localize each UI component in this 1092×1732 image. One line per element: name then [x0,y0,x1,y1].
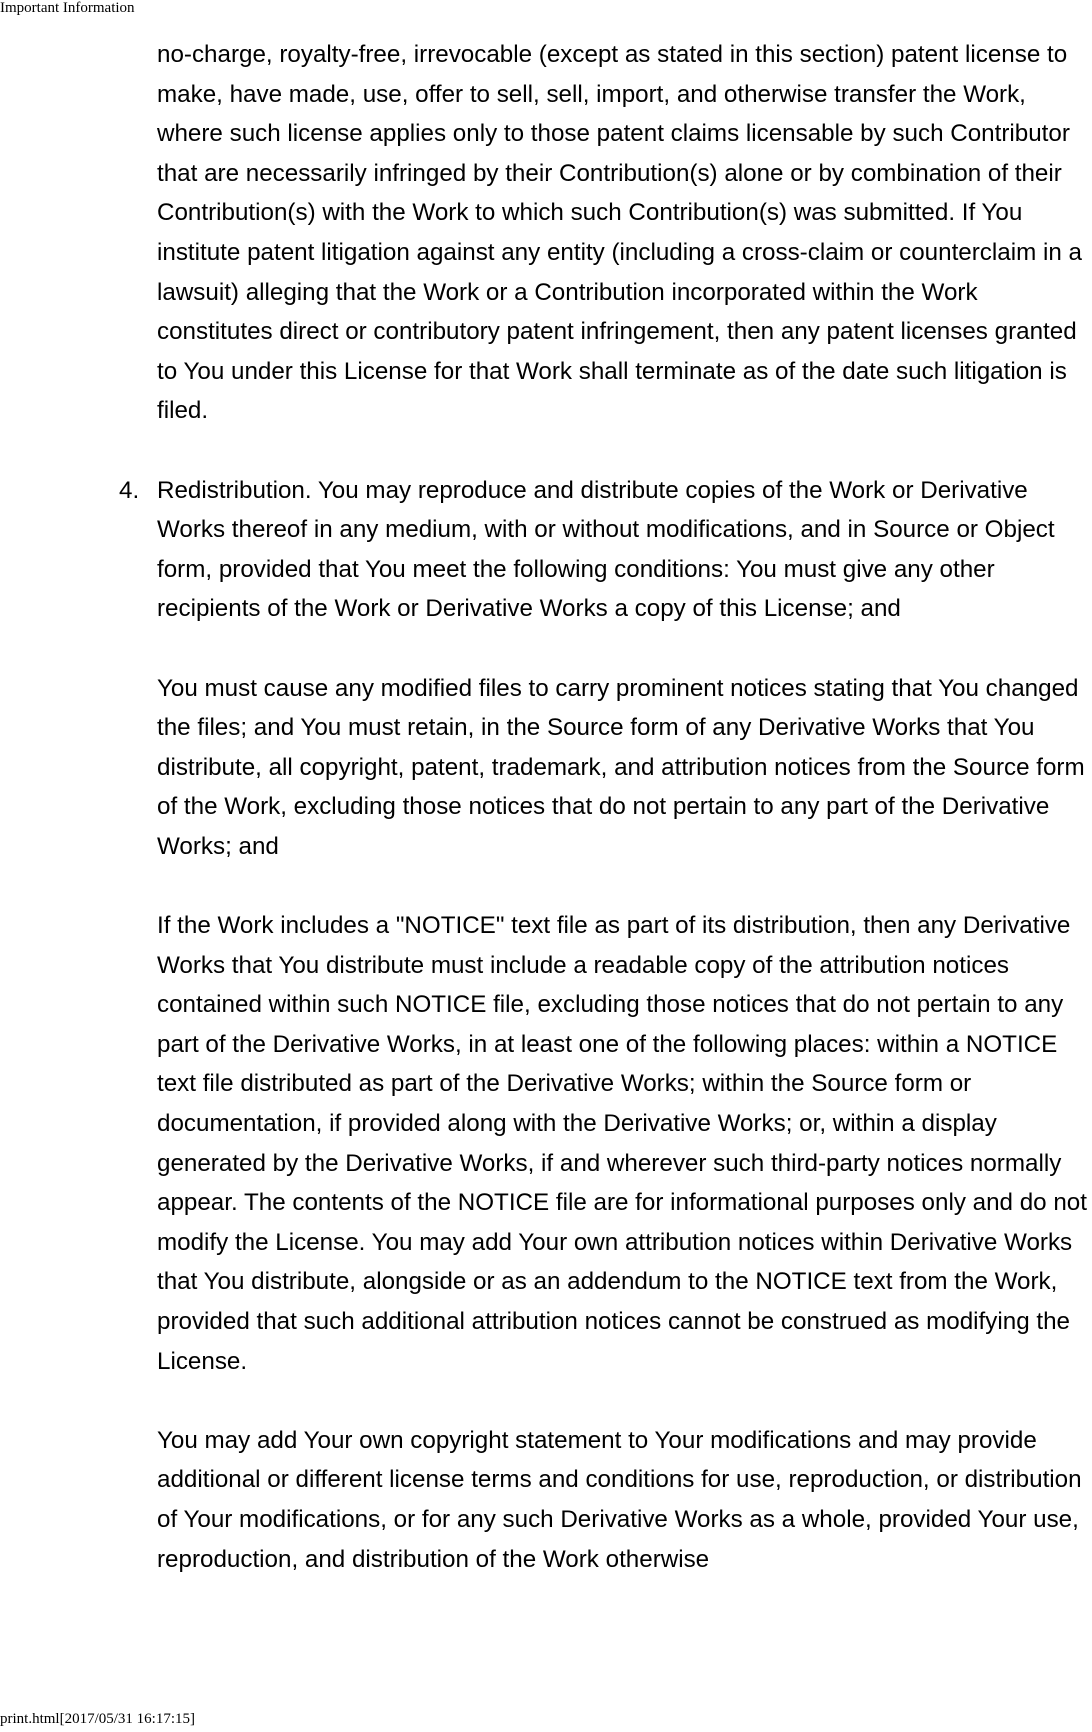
patent-license-continuation: no-charge, royalty-free, irrevocable (except as stated in this section) patent license to make, have made, use, offer to sell, sell, import, and otherwise transfer the Work, where such license applies only to those patent claims licensable by such Contributor that are necessarily infringed by their Contribution(s) alone or by combination of their Contribution(s) with the Work to which such Contribution(s) was submitted. If You institute patent litigation against any entity (including a cross-claim or counterclaim in a lawsuit) alleging that the Work or a Contribution incorporated within the Work constitutes direct or contributory patent infringement, then any patent licenses granted to You under this License for that Work shall terminate as of the date such litigation is filed. [157,41,1082,425]
page-footer: print.html[2017/05/31 16:17:15] [0,1711,195,1727]
page-header: Important Information [0,0,135,16]
section-redistribution [119,471,1092,1580]
section-number: 4. [119,476,140,504]
redistribution-intro: Redistribution. You may reproduce and distribute copies of the Work or Derivative Works thereof in any medium, with or without modifications, and in Source or Object form, provided that You meet the following conditions: You must give any other recipients of the Work or Derivative Works a copy of this License; and [157,476,1055,623]
license-text [119,35,1092,1579]
notice-file-condition: If the Work includes a "NOTICE" text file as part of its distribution, then any Derivative Works that You distribute must include a readable copy of the attribution notices contained within such NOTICE file, excluding those notices that do not pertain to any part of the Derivative Works, in at least one of the following places: within a NOTICE text file distributed as part of the Derivative Works; within the Source form or documentation, if provided along with the Derivative Works; or, within a display generated by the Derivative Works, if and wherever such third-party notices normally appear. The contents of the NOTICE file are for informational purposes only and do not modify the License. You may add Your own attribution notices within Derivative Works that You distribute, alongside or as an addendum to the NOTICE text from the Work, provided that such additional attribution notices cannot be construed as modifying the License. [157,912,1087,1375]
copyright-statement-paragraph: You may add Your own copyright statement to Your modifications and may provide additional or different license terms and conditions for use, reproduction, or distribution of Your modifications, or for any such Derivative Works as a whole, provided Your use, reproduction, and distribution of the Work otherwise [157,1426,1082,1573]
modified-files-condition: You must cause any modified files to carry prominent notices stating that You changed the files; and You must retain, in the Source form of any Derivative Works that You distribute, all copyright, patent, trademark, and attribution notices from the Source form of the Work, excluding those notices that do not pertain to any part of the Derivative Works; and [157,674,1085,860]
